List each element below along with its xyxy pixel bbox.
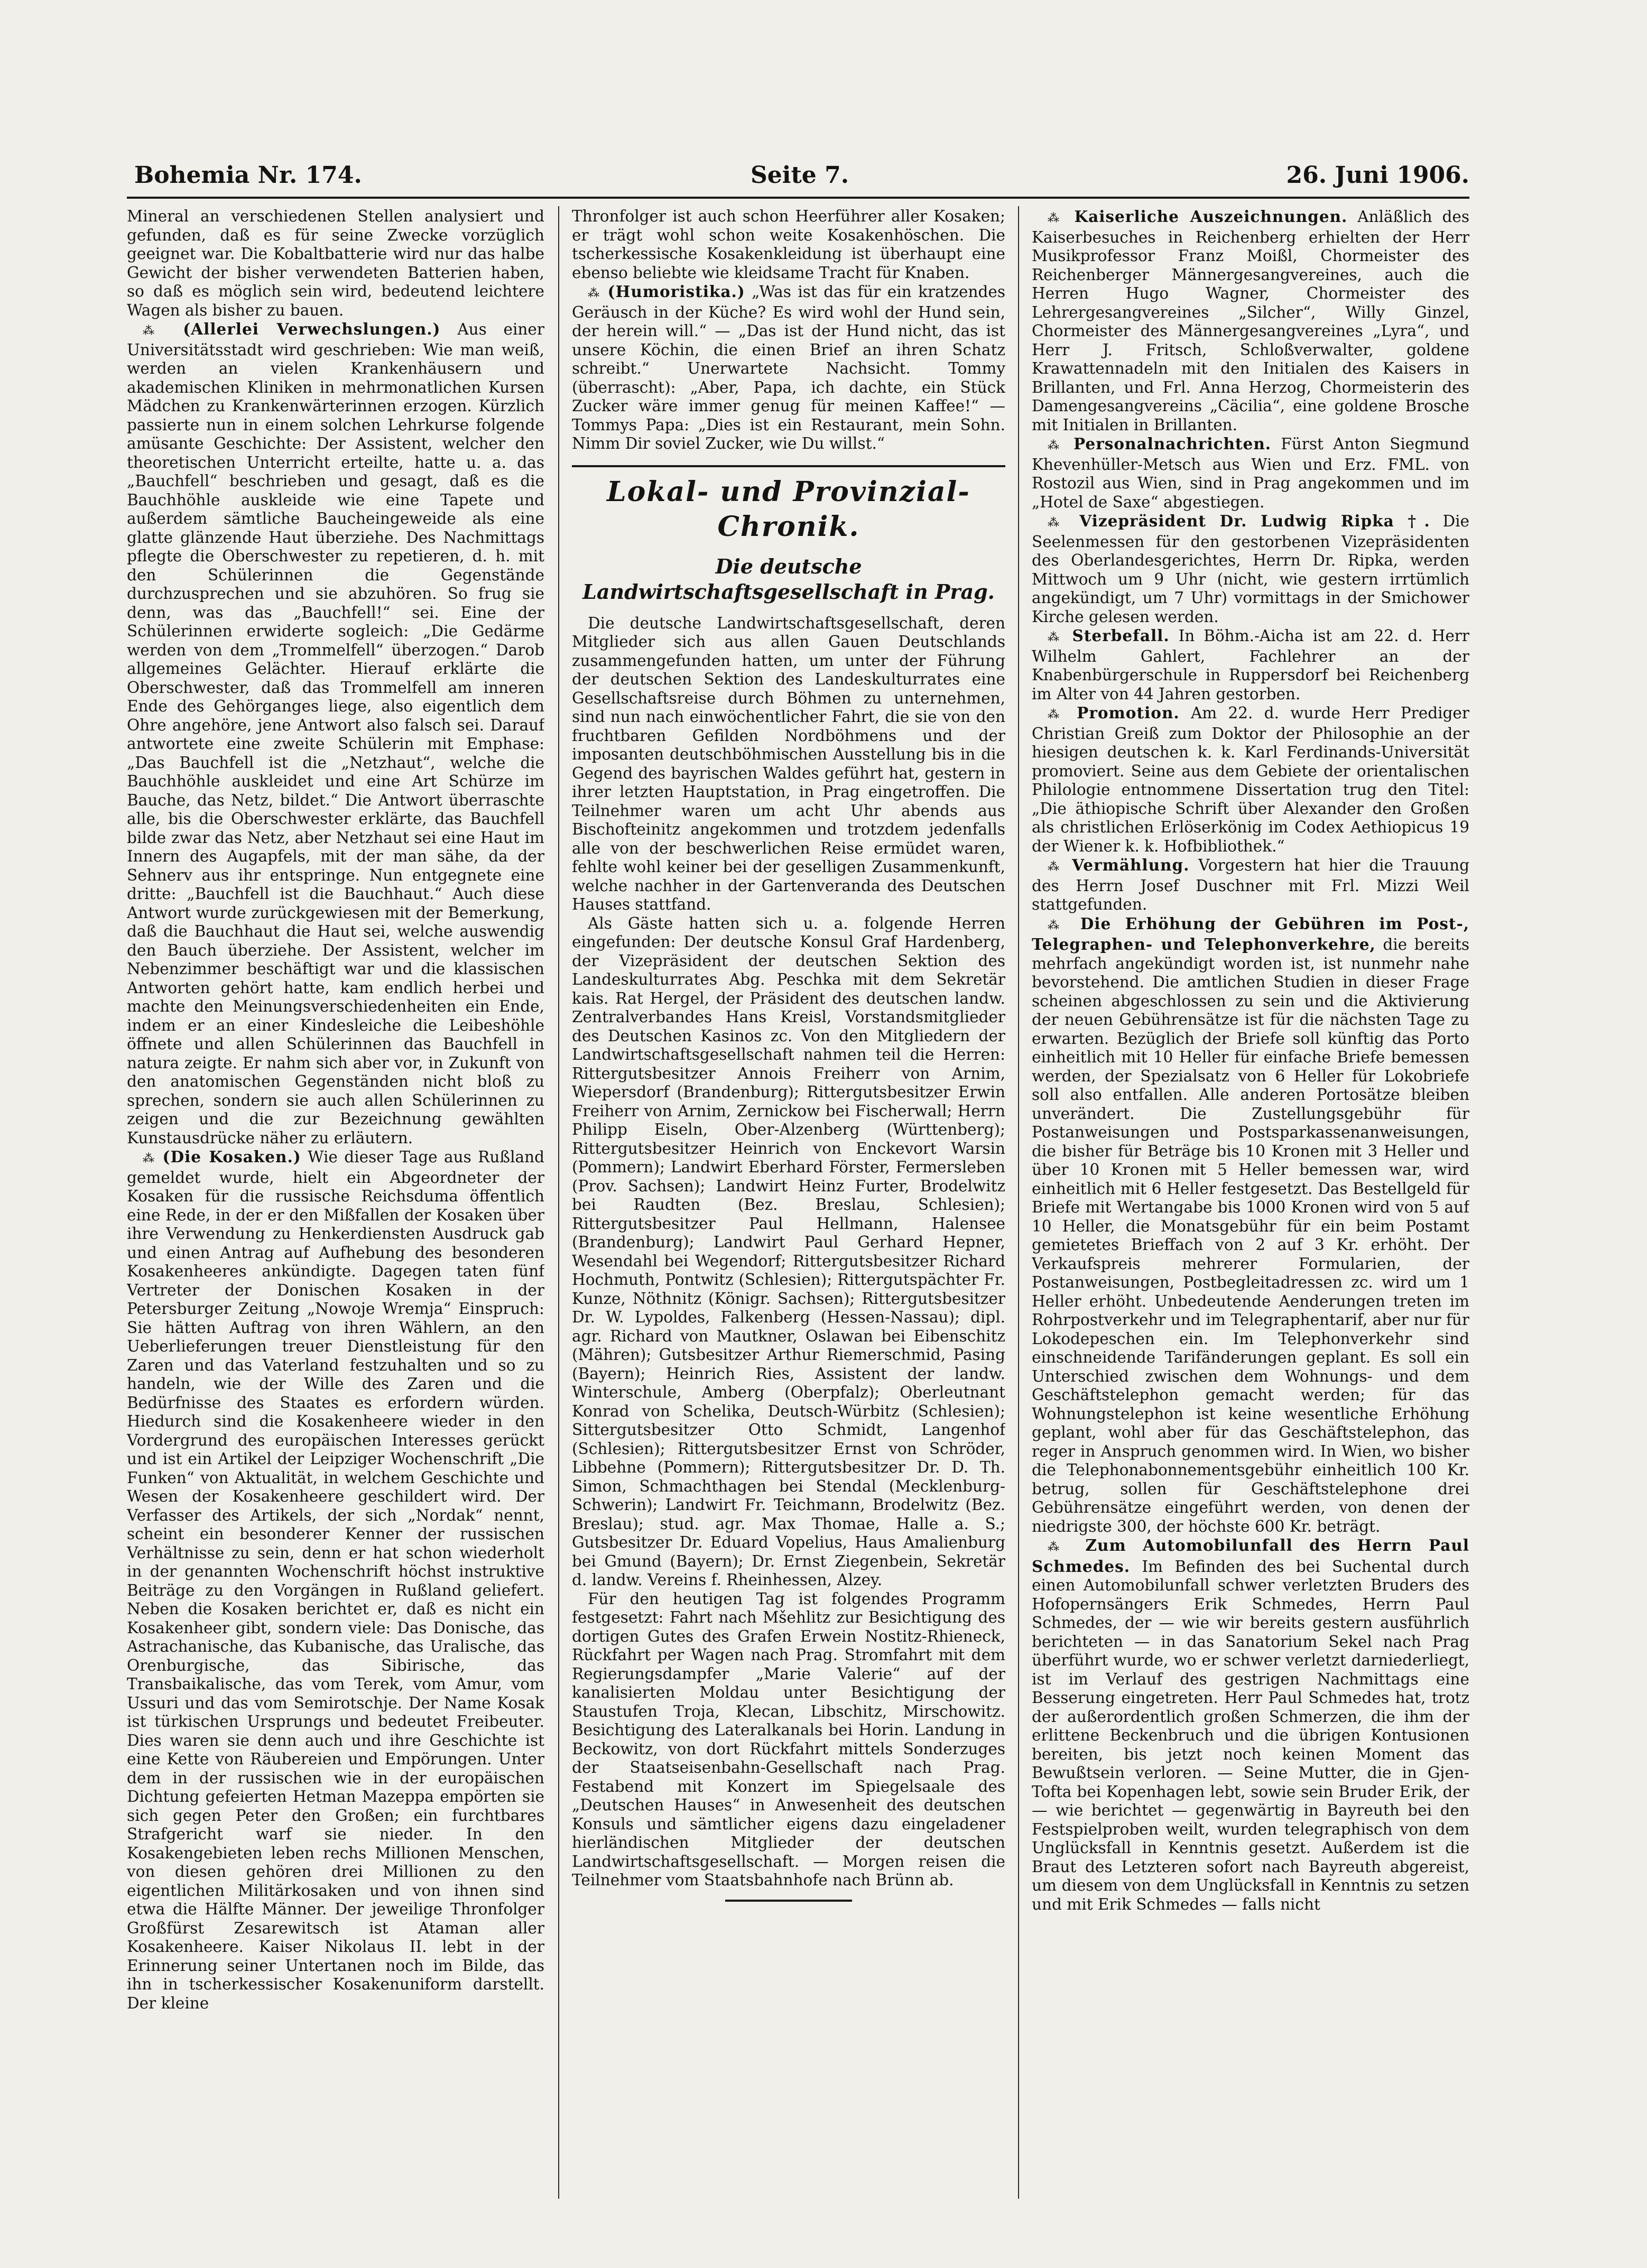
article-kosaken: [127, 1147, 544, 2013]
section-title: Lokal- und Provinzial-Chronik.: [607, 475, 970, 543]
article-body: Fürst Anton Siegmund Khevenhüller-Metsch aus Wien und Erz. FML. von Rostozil aus Wien, sind in Prag angekommen und im „Hotel de Saxe“ abgestiegen.: [1032, 435, 1469, 511]
article-body: die bereits mehrfach angekündigt worden ist, ist nunmehr nahe bevorstehend. Die amtlichen Studien in dieser Frage scheinen abgeschlossen zu sein und die Aktivierung der neuen Gebührensätze ist für die nächsten Tage zu erwarten. Bezüglich der Briefe soll künftig das Porto einheitlich mit 10 Heller für einfache Briefe bemessen werden, der Spezialsatz von 6 Heller für Lokobriefe soll also entfallen. Alle anderen Portosätze bleiben unverändert. Die Zustellungsgebühr für Postanweisungen und Postsparkassenanweisungen, die bisher für Beträge bis 10 Kronen mit 3 Heller und über 10 Kronen mit 5 Heller bemessen war, wird einheitlich mit 6 Heller festgesetzt. Das Bestellgeld für Briefe mit Wertangabe bis 1000 Kronen wird von 5 auf 10 Heller, die Monatsgebühr für ein beim Postamt gemietetes Brieffach von 2 auf 3 Kr. erhöht. Der Verkaufspreis mehrerer Formularien, der Postanweisungen, Postbegleitadressen zc. wird um 1 Heller erhöht. Unbedeutende Aenderungen treten im Rohrpostverkehr und im Telegraphentarif, aber nur für Lokodepeschen ein. Im Telephonverkehr sind einschneidende Tarifänderungen geplant. Es soll ein Unterschied zwischen dem Wohnungs- und dem Geschäftstelephon gemacht werden; für das Wohnungstelephon ist keine wesentliche Erhöhung geplant, wohl aber für das Geschäftstelephon, das reger in Anspruch genommen wird. In Wien, wo bisher die Telephonabonnementsgebühr einheitlich 100 Kr. betrug, sollen für Geschäftstelephone drei Gebührensätze eingeführt werden, von denen der niedrigste 300, der höchste 600 Kr. beträgt.: [1032, 936, 1469, 1535]
article-rubric: Kaiserliche Auszeichnungen.: [1074, 207, 1348, 226]
article-rubric: Die Erhöhung der Gebühren im Post-, Telegraphen- und Telephonverkehre,: [1032, 914, 1469, 954]
article-sterbefall: [1032, 626, 1469, 703]
asterism-mark: ⁂: [1048, 439, 1064, 452]
article-body: „Was ist das für ein kratzendes Geräusch in der Küche? Es wird wohl der Hund sein, der herein will.“ — „Das ist der Hund nicht, das ist unsere Köchin, die einen Brief an ihren Schatz schreibt.“ Unerwartete Nachsicht. Tommy (überrascht): „Aber, Papa, ich dachte, ein Stück Zucker wäre immer genug für meinen Kaffee!“ — Tommys Papa: „Dies ist ein Restaurant, mein Sohn. Nimm Dir soviel Zucker, wie Du willst.“: [572, 283, 1005, 452]
header-rule: [127, 197, 1469, 199]
asterism-mark: ⁂: [143, 1152, 156, 1165]
asterism-mark: ⁂: [1048, 631, 1063, 644]
article-personal: [1032, 434, 1469, 512]
article-paragraph: Als Gäste hatten sich u. a. folgende Herren eingefunden: Der deutsche Konsul Graf Hardenberg, der Vizepräsident der deutschen Sektion des Landeskulturrates Abg. Peschka mit dem Sekretär kais. Rat Hergel, der Präsident des deutschen landw. Zentralverbandes Hans Kreisl, Vorstandsmitglieder des Deutschen Kasinos zc. Von den Mitgliedern der Landwirtschaftsgesellschaft nahmen teil die Herren: Rittergutsbesitzer Annois Freiherr von Arnim, Wiepersdorf (Brandenburg); Rittergutsbesitzer Erwin Freiherr von Arnim, Zernickow bei Fischerwall; Herrn Philipp Eiseln, Ober-Alzenberg (Württenberg); Rittergutsbesitzer Heinrich von Enckevort Warsin (Pommern); Landwirt Eberhard Förster, Fermersleben (Prov. Sachsen); Landwirt Heinz Furter, Brodelwitz bei Raudten (Bez. Breslau, Schlesien); Rittergutsbesitzer Paul Hellmann, Halensee (Brandenburg); Landwirt Paul Gerhard Hepner, Wesendahl bei Wegendorf; Rittergutsbesitzer Richard Hochmuth, Pontwitz (Schlesien); Rittergutspächter Fr. Kunze, Nöthnitz (Königr. Sachsen); Rittergutsbesitzer Dr. W. Lypoldes, Falkenberg (Hessen-Nassau); dipl. agr. Richard von Mautkner, Oslawan bei Eibenschitz (Mähren); Gutsbesitzer Arthur Riemerschmid, Pasing (Bayern); Heinrich Ries, Assistent der landw. Winterschule, Amberg (Oberpfalz); Oberleutnant Konrad von Schelika, Deutsch-Würbitz (Schlesien); Sittergutsbesitzer Otto Schmidt, Langenhof (Schlesien); Rittergutsbesitzer Ernst von Schröder, Libbehne (Pommern); Rittergutsbesitzer Dr. D. Th. Simon, Schmachthagen bei Stendal (Mecklenburg-Schwerin); Landwirt Fr. Teichmann, Brodelwitz (Bez. Breslau); stud. agr. Max Thomae, Halle a. S.; Gutsbesitzer Dr. Eduard Vopelius, Haus Amalienburg bei Gmund (Bayern); Dr. Ernst Ziegenbein, Sekretär d. landw. Vereins f. Rheinhessen, Alzey.: [572, 914, 1005, 1589]
article-automobilunfall: [1032, 1536, 1469, 1914]
column-3: [1032, 207, 1469, 2205]
article-body: Aus einer Universitätsstadt wird geschrieben: Wie man weiß, werden an vielen Krankenhäusern und akademischen Kliniken in mehrmonatlichen Kursen Mädchen zu Krankenwärterinnen erzogen. Kürzlich passierte nun in einem solchen Lehrkurse folgende amüsante Geschichte: Der Assistent, welcher den theoretischen Unterricht erteilte, hatte u. a. das „Bauchfell“ beschrieben und gesagt, daß es die Bauchhöhle auskleide wie eine Tapete und außerdem sämtliche Baucheingeweide als eine glatte glänzende Haut überziehe. Des Nachmittags pflegte die Oberschwester zu repetieren, d. h. mit den Schülerinnen die Gegenstände durchzusprechen und sie abzuhören. So frug sie denn, was das „Bauchfell!“ sei. Eine der Schülerinnen erwiderte sogleich: „Die Gedärme werden von dem „Trommelfell“ überzogen.“ Darob allgemeines Gelächter. Hierauf erklärte die Oberschwester, daß das Trommelfell am inneren Ende des Gehörganges liege, also eigentlich dem Ohre angehöre, jene Antwort also falsch sei. Darauf antwortete eine zweite Schülerin mit Emphase: „Das Bauchfell ist die „Netzhaut“, welche die Bauchhöhle auskleidet und eine Art Schürze im Bauche, das Netz, bildet.“ Die Antwort überraschte alle, bis die Oberschwester erklärte, das Bauchfell bilde zwar das Netz, aber Netzhaut sei eine Haut im Innern des Augapfels, mit der man sähe, da der Sehnerv aus ihr entspringe. Nun entgegnete eine dritte: „Bauchfell ist die Bauchhaut.“ Auch diese Antwort wurde zurückgewiesen mit der Bemerkung, daß die Bauchhaut die Haut sei, welche auswendig den Bauch überziehe. Der Assistent, welcher im Nebenzimmer beschäftigt war und die klassischen Antworten gehört hatte, kam endlich herbei und machte den Meinungsverschiedenheiten ein Ende, indem er an einer Kindesleiche die Leibeshöhle öffnete und allen Schülerinnen das Bauchfell in natura zeigte. Er nahm sich aber vor, in Zukunft von den anatomischen Gegenständen nicht bloß zu sprechen, sondern sie auch allen Schülerinnen zu zeigen und die zur Bezeichnung gewählten Kunstausdrücke näher zu erläutern.: [127, 320, 544, 1147]
article-promotion: [1032, 703, 1469, 856]
section-rule: [572, 465, 1005, 467]
article-rubric: (Humoristika.): [607, 282, 745, 301]
article-body: In Böhm.-Aicha ist am 22. d. Herr Wilhelm Gahlert, Fachlehrer an der Knabenbürgerschule in Ruppersdorf bei Reichenberg im Alter von 44 Jahren gestorben.: [1032, 627, 1469, 703]
issue-date: 26. Juni 1906.: [1286, 162, 1469, 189]
asterism-mark: ⁂: [1048, 708, 1066, 721]
article-rubric: Vermählung.: [1072, 856, 1190, 874]
asterism-mark: ⁂: [1048, 919, 1068, 932]
article-humoristika: [572, 282, 1005, 453]
article-rubric: Vizepräsident Dr. Ludwig Ripka †.: [1079, 512, 1430, 530]
asterism-mark: ⁂: [143, 325, 166, 338]
masthead-issue: Bohemia Nr. 174.: [134, 162, 362, 189]
article-vermaehlung: [1032, 856, 1469, 914]
article-headline: Die deutsche Landwirtschaftsgesellschaft in Prag.: [582, 554, 995, 604]
asterism-mark: ⁂: [1048, 516, 1067, 530]
article-ripka: [1032, 512, 1469, 626]
page-number: Seite 7.: [751, 162, 849, 189]
article-body: Die Seelenmessen für den gestorbenen Vizepräsidenten des Oberlandesgerichtes, Herrn Dr. Ripka, werden Mittwoch um 9 Uhr (nicht, wie gestern irrtümlich angekündigt, um 7 Uhr) vormittags in der Smichower Kirche gelesen werden.: [1032, 512, 1469, 626]
article-body: Anläßlich des Kaiserbesuches in Reichenberg erhielten der Herr Musikprofessor Franz Moißl, Chormeister des Reichenberger Männergesangvereines, auch die Herren Hugo Wagner, Chormeister des Lehrergesangvereines „Silcher“, Willy Ginzel, Chormeister des Männergesangvereines „Lyra“, und Herr J. Fritsch, Schloßverwalter, goldene Krawattennadeln mit den Initialen des Kaisers in Brillanten, und Frl. Anna Herzog, Chormeisterin des Damengesangvereins „Cäcilia“, eine goldene Brosche mit Initialen in Brillanten.: [1032, 208, 1469, 434]
article-rubric: Sterbefall.: [1072, 626, 1170, 645]
column-divider: [1018, 206, 1019, 2199]
article-gebuehren: [1032, 914, 1469, 1536]
article-verwechslungen: [127, 320, 544, 1147]
asterism-mark: ⁂: [588, 287, 602, 300]
article-rubric: Personalnachrichten.: [1074, 434, 1272, 453]
column-2: [572, 207, 1005, 2205]
column-divider: [558, 206, 559, 2199]
article-auszeichnungen: [1032, 207, 1469, 434]
article-kosaken-end: Thronfolger ist auch schon Heerführer aller Kosaken; er trägt wohl schon weite Kosakenhöschen. Die tscherkessische Kosakenkleidung ist überhaupt eine ebenso beliebte wie kleidsame Tracht für Knaben.: [572, 207, 1005, 282]
article-body: Im Befinden des bei Suchental durch einen Automobilunfall schwer verletzten Bruders des Hofopernsängers Erik Schmedes, Herrn Paul Schmedes, der — wie wir bereits gestern ausführlich berichteten — in das Sanatorium Sekel nach Prag überführt wurde, wo er schwer verletzt darniederliegt, ist im Verlauf des gestrigen Nachmittags eine Besserung eingetreten. Herr Paul Schmedes hat, trotz der außerordentlich großen Schmerzen, die ihm der erlittene Beckenbruch und die übrigen Kontusionen bereiten, bis jetzt noch keinen Moment das Bewußtsein verloren. — Seine Mutter, die in Gjen-Tofta bei Kopenhagen lebt, sowie sein Bruder Erik, der — wie berichtet — gegenwärtig in Bayreuth bei den Festspielproben weilt, wurden telegraphisch von dem Unglücksfall in Kenntnis gesetzt. Außerdem ist die Braut des Letzteren sofort nach Bayreuth abgereist, um diesem von dem Unglücksfall in Kenntnis zu setzen und mit Erik Schmedes — falls nicht: [1032, 1557, 1469, 1913]
article-kobalt-end: Mineral an verschiedenen Stellen analysiert und gefunden, daß es für seine Zwecke vorzüglich geeignet war. Die Kobaltbatterie wird nur das halbe Gewicht der bisher verwendeten Batterien haben, so daß es möglich sein wird, bedeutend leichtere Wagen als bisher zu bauen.: [127, 207, 544, 319]
article-body: Vorgestern hat hier die Trauung des Herrn Josef Duschner mit Frl. Mizzi Weil stattgefunden.: [1032, 856, 1469, 913]
article-paragraph: Für den heutigen Tag ist folgendes Programm festgesetzt: Fahrt nach Mšehlitz zur Besichtigung des dortigen Gutes des Grafen Erwein Nostitz-Rhieneck, Rückfahrt per Wagen nach Prag. Stromfahrt mit dem Regierungsdampfer „Marie Valerie“ auf der kanalisierten Moldau unter Besichtigung der Staustufen Troja, Klecan, Libschitz, Mirschowitz. Besichtigung des Lateralkanals bei Horin. Landung in Beckowitz, von dort Rückfahrt mittels Sonderzuges der Staatseisenbahn-Gesellschaft nach Prag. Festabend mit Konzert im Spiegelsaale des „Deutschen Hauses“ in Anwesenheit des deutschen Konsuls und sämtlicher eigens dazu eingeladener hierländischen Mitglieder der deutschen Landwirtschaftsgesellschaft. — Morgen reisen die Teilnehmer vom Staatsbahnhofe nach Brünn ab.: [572, 1589, 1005, 1889]
article-paragraph: Die deutsche Landwirtschaftsgesellschaft, deren Mitglieder sich aus allen Gauen Deutschlands zusammengefunden hatten, um unter der Führung der deutschen Sektion des Landeskulturrates eine Gesellschaftsreise durch Böhmen zu unternehmen, sind nun nach einwöchentlicher Fahrt, die sie von den fruchtbaren Gefilden Nordböhmens und der imposanten deutschböhmischen Ausstellung bis in die Gegend des bayrischen Waldes geführt hat, gestern in ihrer letzten Hauptstation, in Prag eingetroffen. Die Teilnehmer waren um acht Uhr abends aus Bischofteinitz angekommen und trotzdem jedenfalls alle von der beschwerlichen Reise ermüdet waren, fehlte wohl keiner bei der geselligen Zusammenkunft, welche nachher in der Gartenveranda des Deutschen Hauses stattfand.: [572, 614, 1005, 913]
article-rubric: (Allerlei Verwechslungen.): [183, 320, 441, 338]
asterism-mark: ⁂: [1048, 1541, 1070, 1554]
article-body: Am 22. d. wurde Herr Prediger Christian Greiß zum Doktor der Philosophie an der hiesigen deutschen k. k. Karl Ferdinands-Universität promoviert. Seine aus dem Gebiete der orientalischen Philologie entnommene Dissertation trug den Titel: „Die äthiopische Schrift über Alexander den Großen als christlichen Erlöserkönig im Codex Aethiopicus 19 der Wiener k. k. Hofbibliothek.“: [1032, 704, 1469, 855]
newspaper-page: [127, 159, 1469, 2215]
column-1: [127, 207, 544, 2205]
article-end-rule: [725, 1900, 852, 1902]
page-header: [127, 159, 1469, 196]
article-rubric: Promotion.: [1077, 703, 1180, 722]
asterism-mark: ⁂: [1048, 212, 1065, 225]
asterism-mark: ⁂: [1048, 860, 1063, 874]
article-rubric: (Die Kosaken.): [162, 1147, 301, 1166]
article-body: Wie dieser Tage aus Rußland gemeldet wurde, hielt ein Abgeordneter der Kosaken für die russische Reichsduma öffentlich eine Rede, in der er den Mißfallen der Kosaken über ihre Verwendung zu Henkerdiensten Ausdruck gab und einen Antrag auf Aufhebung des besonderen Kosakenheeres ankündigte. Dagegen taten fünf Vertreter der Donischen Kosaken in der Petersburger Zeitung „Nowoje Wremja“ Einspruch: Sie hätten Auftrag von ihren Wählern, an den Ueberlieferungen treuer Dienstleistung für den Zaren und das Vaterland festzuhalten und so zu handeln, wie der Wille des Zaren und die Bedürfnisse des Staates es erfordern würden. Hiedurch sind die Kosakenheere wieder in den Vordergrund des europäischen Interesses gerückt und ist ein Artikel der Leipziger Wochenschrift „Die Funken“ von Aktualität, in welchem Geschichte und Wesen der Kosakenheere geschildert wird. Der Verfasser des Artikels, der sich „Nordak“ nennt, scheint ein besonderer Kenner der russischen Verhältnisse zu sein, denn er hat schon wiederholt in der genannten Wochenschrift höchst instruktive Beiträge zu den Vorgängen in Rußland geliefert. Neben die Kosaken berichtet er, daß es nicht ein Kosakenheer gibt, sondern viele: Das Donische, das Astrachanische, das Kubanische, das Uralische, das Orenburgische, das Sibirische, das Transbaikalische, das vom Terek, vom Amur, vom Ussuri und das vom Semirotschje. Der Name Kosak ist türkischen Ursprungs und bedeutet Freibeuter. Dies waren sie denn auch und ihre Geschichte ist eine Kette von Räubereien und Empörungen. Unter dem in der russischen wie in der europäischen Dichtung gefeierten Hetman Mazeppa empörten sie sich gegen Peter den Großen; ein furchtbares Strafgericht warf sie nieder. In den Kosakengebieten leben rechs Millionen Menschen, von diesen gehören drei Millionen zu den eigentlichen Militärkosaken und von ihnen sind etwa die Hälfte Männer. Der jeweilige Thronfolger Großfürst Zesarewitsch ist Ataman aller Kosakenheere. Kaiser Nikolaus II. lebt in der Erinnerung seiner Untertanen noch im Bilde, das ihn in tscherkessischer Kosakenuniform darstellt. Der kleine: [127, 1148, 544, 2012]
article-rubric: Zum Automobilunfall des Herrn Paul Schmedes.: [1032, 1536, 1469, 1576]
